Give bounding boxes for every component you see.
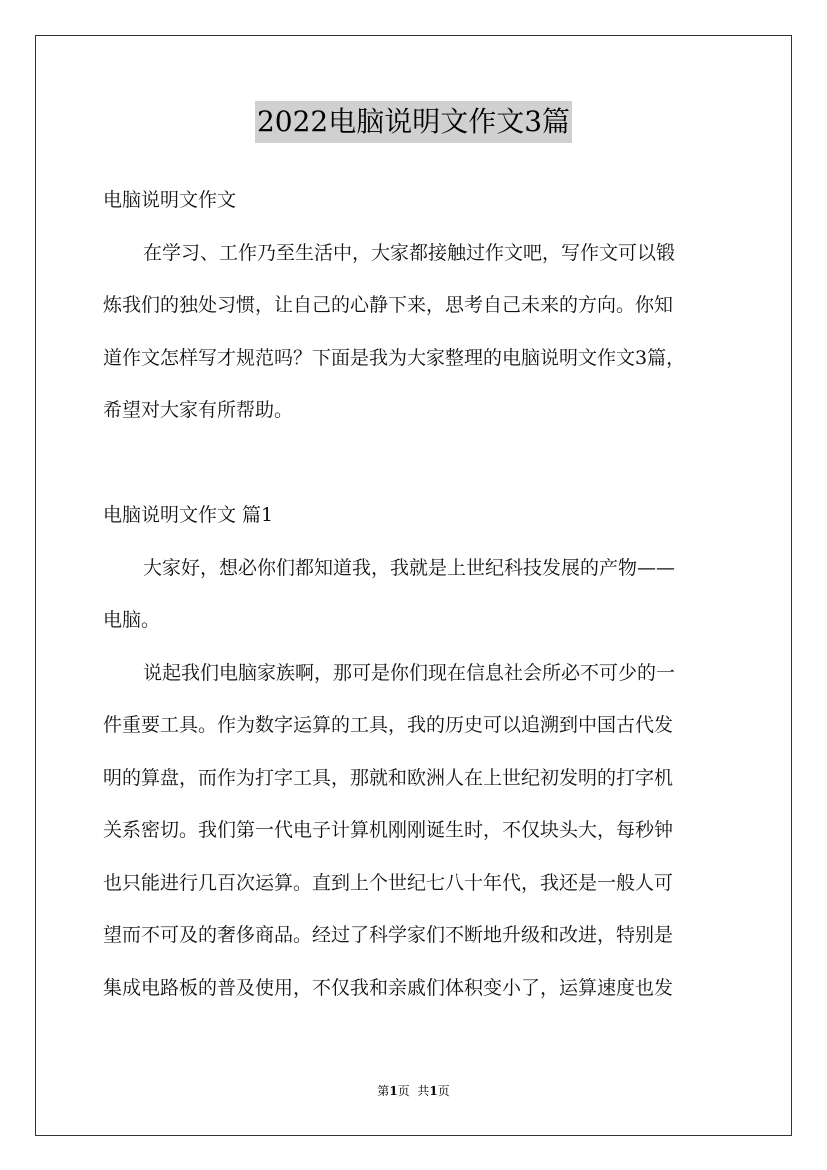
para2-line-4: 关系密切。我们第一代电子计算机刚刚诞生时，不仅块头大，每秒钟: [103, 819, 674, 841]
footer-page-suffix: 页: [437, 1084, 450, 1098]
section1-heading: 电脑说明文作文 篇1: [103, 504, 274, 526]
paragraph-gap: [103, 437, 731, 490]
footer-page-current: 1: [389, 1084, 398, 1098]
footer-page-total: 1: [429, 1084, 438, 1098]
para1-line-2: 电脑。: [103, 609, 161, 631]
footer-page-prefix: 第: [377, 1084, 390, 1098]
para2-line-6: 望而不可及的奢侈商品。经过了科学家们不断地升级和改进，特别是: [103, 924, 674, 946]
intro-heading: 电脑说明文作文: [103, 189, 237, 211]
intro-line-3: 道作文怎样写才规范吗？下面是我为大家整理的电脑说明文作文3篇，: [103, 346, 686, 369]
footer-page-mid: 页 共: [397, 1084, 430, 1098]
para2-line-3: 明的算盘，而作为打字工具，那就和欧洲人在上世纪初发明的打字机: [103, 766, 674, 789]
para2-line-1: 说起我们电脑家族啊，那可是你们现在信息社会所必不可少的一: [143, 661, 676, 684]
para1-line-1: 大家好，想必你们都知道我，我就是上世纪科技发展的产物——: [143, 556, 676, 579]
intro-line-4: 希望对大家有所帮助。: [103, 399, 294, 421]
para2-line-7: 集成电路板的普及使用，不仅我和亲戚们体积变小了，运算速度也发: [103, 976, 674, 999]
document-body: [103, 174, 731, 1014]
page-footer: [0, 1083, 827, 1099]
intro-line-1: 在学习、工作乃至生活中，大家都接触过作文吧，写作文可以锻: [143, 241, 676, 264]
para2-line-2: 件重要工具。作为数字运算的工具，我的历史可以追溯到中国古代发: [103, 714, 674, 736]
para2-line-5: 也只能进行几百次运算。直到上个世纪七八十年代，我还是一般人可: [103, 871, 674, 894]
title-container: [0, 101, 827, 143]
intro-line-2: 炼我们的独处习惯，让自己的心静下来，思考自己未来的方向。你知: [103, 294, 674, 316]
document-title: 2022电脑说明文作文3篇: [255, 101, 572, 143]
